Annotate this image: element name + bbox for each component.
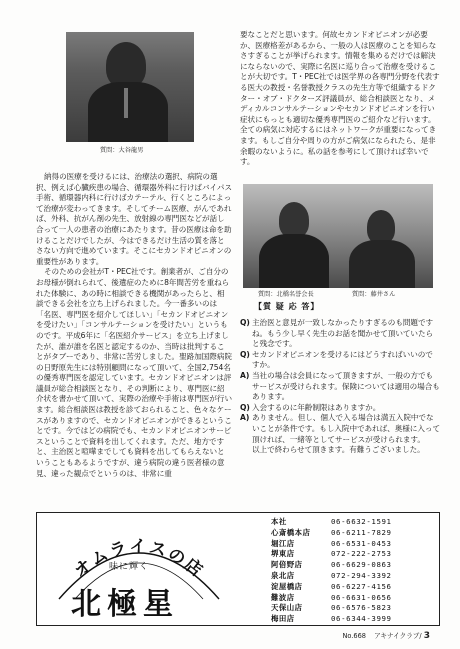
qa-item	[240, 403, 440, 414]
page-number: 3	[423, 631, 430, 641]
store-row	[271, 549, 431, 560]
guest-2-body	[349, 240, 415, 288]
store-name: 阿倍野店	[271, 560, 303, 570]
store-row	[271, 582, 431, 593]
store-name: 天保山店	[271, 603, 303, 613]
qa-item	[240, 350, 440, 371]
qa-text: 以上で終わらせて頂きます。有難うございました。	[252, 445, 425, 455]
store-phone: 06-6629-0863	[331, 560, 392, 570]
right-column-text: 要なことだと思います。何故セカンドオピニオンが必要か、医療格差があるから、一般の人は医療のことを知らなさすぎることが挙げられます。情報を集めるだけでは解決にならないので、実際に名医に巡り合って治療を受けることが大切です。T・PEC社では医学界の各専門分野を代表する医大の教授・名誉教授クラスの先生方等で組織するドクター・オブ・ドクターズ評議員が、総合相談医となり、メディカルコンサルテーションやセカンドオピニオンを行い症状にもっとも適切な優秀専門医のご紹介など行います。全ての病気に対応するにはネットワークが重要になってきます。もしご自分や周りの方がご病気になられたら、是非余暇のないように。私の話を参考にして頂ければ幸いです。	[240, 30, 440, 167]
store-row	[271, 593, 431, 604]
qa-item	[240, 318, 440, 350]
photo-right-caption-2: 質問：藤井さん	[352, 291, 396, 298]
store-phone: 06-6344-3999	[331, 614, 392, 624]
store-name: 泉北店	[271, 570, 295, 580]
qa-tag: A)	[240, 413, 250, 423]
magazine-name: アキナイクラブ/	[374, 632, 422, 640]
store-name: 堺東店	[271, 549, 295, 559]
store-row	[271, 528, 431, 539]
qa-heading: 【質 疑 応 答】	[254, 302, 320, 311]
store-list	[271, 517, 431, 625]
store-name: 心斎橋本店	[271, 527, 311, 537]
store-phone: 06-6631-0656	[331, 592, 392, 602]
qa-tag: Q)	[240, 349, 250, 359]
restaurant-advertisement	[36, 512, 440, 626]
ad-tagline: 味に輝く	[109, 562, 150, 572]
store-phone: 072-294-3392	[331, 570, 392, 580]
store-phone: 06-6576-5823	[331, 603, 392, 613]
speaker-body	[88, 82, 168, 142]
store-row	[271, 517, 431, 528]
qa-text: 主治医と意見が一致しなかったりすぎるのも問題ですね。もう少し早く先生のお話を聞かせて頂いていたらと残念です。	[252, 318, 434, 349]
store-name: 難波店	[271, 592, 295, 602]
qa-text: 入会するのに年齢制限はありますか。	[252, 402, 381, 412]
store-row	[271, 560, 431, 571]
qa-text: セカンドオピニオンを受けるにはどうすればいいのですか。	[252, 349, 433, 370]
guests-photo	[243, 184, 433, 288]
store-name: 淀屋橋店	[271, 581, 303, 591]
store-phone: 06-6632-1591	[331, 517, 392, 526]
store-phone: 06-6531-0453	[331, 538, 392, 548]
qa-tag: Q)	[240, 402, 250, 412]
qa-list	[240, 318, 440, 504]
qa-item	[240, 413, 440, 445]
arch-text: オムライスの店	[70, 536, 208, 582]
speaker-photo	[66, 32, 194, 142]
guest-1-head	[279, 202, 309, 238]
store-phone: 072-222-2753	[331, 549, 392, 559]
left-paragraph-2: そのための会社がT・PEC社です。創業者が、ご自分のお母様が倒れられて、後遺症のために8年間苦労を重ねられた体験に、あの時に相談できる機関があったらと、相談できる会社を立ち上げられました。今一番多いのは「名医、専門医を紹介してほしい」「セカンドオピニオンを受けたい」「コンサルテーションを受けたい」というものです。平成6年に「名医紹介サービス」を立ち上げましたが、誰が誰を名医と認定するのか、当時は批判することがタブーであり、非常に苦労しました。聖路加国際病院の日野原先生には特別顧問になって頂いて、全国2,754名の優秀専門医を認定しています。セカンドオピニオンは評議員が総合相談医となり、その判断により、専門医に紹介状を書かせて頂いて、実際の治療や手術は専門医が行います。総合相談医は教授を診ておられること、色々なケースがありますので、セカンドオピニオンができるということです。今ではどの病院でも、セカンドオピニオンサービスということで資料を出してくれます。ただ、地方ですと、主治医と喧嘩までしても資料を出してもらえないということもあるようですが、違う病院の違う医者様の意見、違った観点でというのは、非常に重	[36, 267, 232, 478]
store-row	[271, 603, 431, 614]
brand-logo: 北極星	[71, 587, 179, 622]
left-column	[36, 172, 232, 504]
qa-tag: Q)	[240, 318, 250, 327]
qa-tag	[240, 445, 252, 456]
speaker-tie	[124, 88, 128, 118]
store-name: 堀江店	[271, 538, 295, 548]
qa-closing	[240, 445, 440, 456]
store-name: 梅田店	[271, 614, 295, 624]
store-row	[271, 539, 431, 550]
store-phone: 06-6227-4156	[331, 581, 392, 591]
store-name: 本社	[271, 517, 287, 526]
photo-right-caption-1: 質問：北橋名誉会長	[258, 291, 314, 298]
qa-text: ありません。但し、個人で入る場合は満五入院中でないことが条件です。もし入院中であれば、奥様に入って頂ければ、一緒等としてサービスが受けられます。	[252, 413, 440, 444]
store-phone: 06-6211-7829	[331, 527, 392, 537]
qa-item	[240, 371, 440, 403]
page-footer	[342, 630, 430, 641]
guest-2-head	[367, 210, 395, 244]
photo-left-caption: 質問：大谷龍男	[100, 147, 144, 154]
store-row	[271, 571, 431, 582]
qa-text: 当社の場合は会員になって頂きますが、一般の方でもサービスが受けられます。保険については適用の場合もあります。	[252, 370, 440, 402]
qa-tag: A)	[240, 370, 250, 380]
store-row	[271, 614, 431, 625]
guest-1-body	[259, 234, 329, 288]
left-paragraph-1: 納得の医療を受けるには、治療法の選択、病院の選択、例えば心臓疾患の場合、循環器外科に行けばバイパス手術、循環器内科に行けばカテーテル、行くところによって治療が変わってきます。そしてチーム医療、がんであれば、外科、抗がん剤の先生、放射線の専門医などが話し合って一人の患者の治療にあたります。昔の医療は命を助けることだけでしたが、今はできるだけ生活の質を落とさない方向で進めています。そこにセカンドオピニオンの重要性があります。	[36, 172, 232, 266]
issue-number: No.668	[342, 632, 366, 640]
